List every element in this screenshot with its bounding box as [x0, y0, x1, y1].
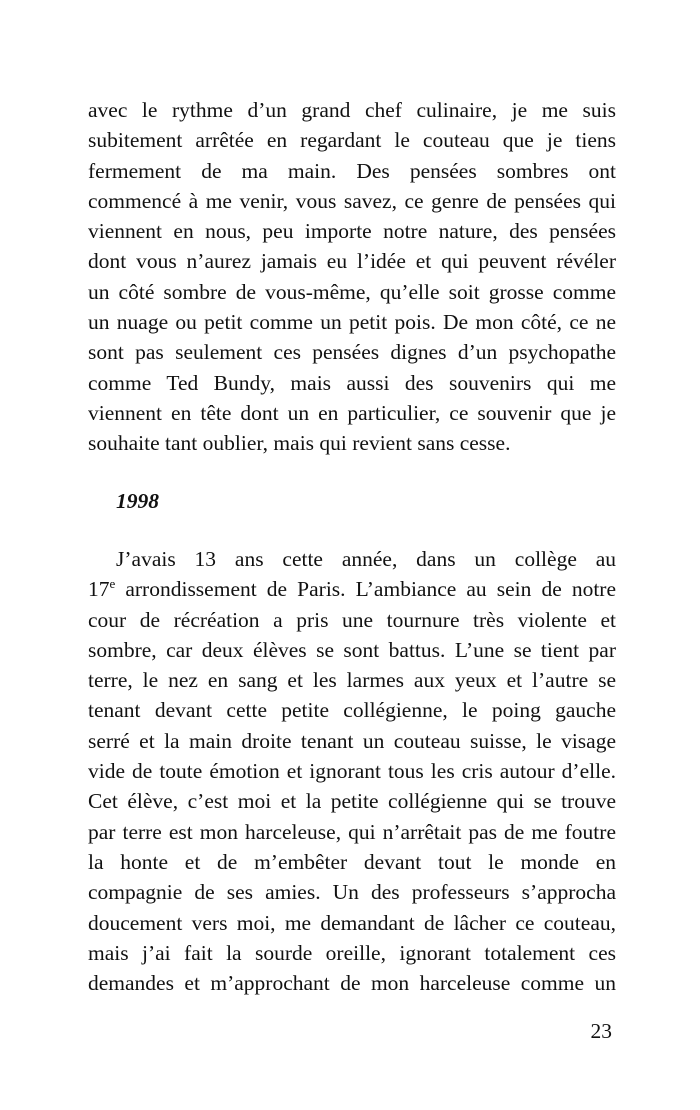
text-line-with-ordinal: [88, 574, 616, 604]
text-line: viennent en nous, peu importe notre nature, des pensées: [88, 219, 616, 244]
text-line: subitement arrêtée en regardant le couteau que je tiens: [88, 128, 616, 153]
section-heading: 1998: [116, 489, 159, 513]
text-line: serré et la main droite tenant un couteau suisse, le visage: [88, 728, 616, 753]
text-line: doucement vers moi, me demandant de lâcher ce couteau,: [88, 910, 616, 935]
paragraph-2: [88, 544, 616, 998]
text-line: tenant devant cette petite collégienne, le poing gauche: [88, 698, 616, 723]
text-line: un côté sombre de vous-même, qu’elle soit grosse comme: [88, 279, 616, 304]
text-line: terre, le nez en sang et les larmes aux yeux et l’autre se: [88, 668, 616, 693]
text-line: sont pas seulement ces pensées dignes d’un psychopathe: [88, 340, 616, 365]
text-line: dont vous n’aurez jamais eu l’idée et qui peuvent révéler: [88, 249, 616, 274]
text-line: vide de toute émotion et ignorant tous les cris autour d’elle.: [88, 759, 616, 784]
text-line: fermement de ma main. Des pensées sombres ont: [88, 158, 616, 183]
text-line: compagnie de ses amies. Un des professeurs s’approcha: [88, 880, 616, 905]
text-line: sombre, car deux élèves se sont battus. L’une se tient par: [88, 637, 616, 662]
text-line: Cet élève, c’est moi et la petite collégienne qui se trouve: [88, 789, 616, 814]
text-line: J’avais 13 ans cette année, dans un collège au: [116, 547, 616, 571]
text-line: mais j’ai fait la sourde oreille, ignorant totalement ces: [88, 940, 616, 965]
page-number: 23: [590, 1019, 612, 1043]
paragraph-1: [88, 95, 616, 459]
text-line: par terre est mon harceleuse, qui n’arrêtait pas de me foutre: [88, 819, 616, 844]
text-line: souhaite tant oublier, mais qui revient sans cesse.: [88, 431, 511, 456]
text-line: demandes et m’approchant de mon harceleuse comme un: [88, 971, 616, 996]
text-line: avec le rythme d’un grand chef culinaire, je me suis: [88, 98, 616, 122]
text-line: la honte et de m’embêter devant tout le monde en: [88, 849, 616, 874]
text-line: viennent en tête dont un en particulier, ce souvenir que je: [88, 400, 616, 425]
ordinal-superscript: e: [109, 576, 116, 592]
text-line: comme Ted Bundy, mais aussi des souvenirs qui me: [88, 370, 616, 395]
ordinal-number: 17: [88, 577, 110, 602]
text-line: commencé à me venir, vous savez, ce genre de pensées qui: [88, 188, 616, 213]
text-line: un nuage ou petit comme un petit pois. De mon côté, ce ne: [88, 310, 616, 335]
text-line: cour de récréation a pris une tournure très violente et: [88, 607, 616, 632]
text-line-rest: arrondissement de Paris. L’ambiance au sein de notre: [115, 577, 616, 602]
